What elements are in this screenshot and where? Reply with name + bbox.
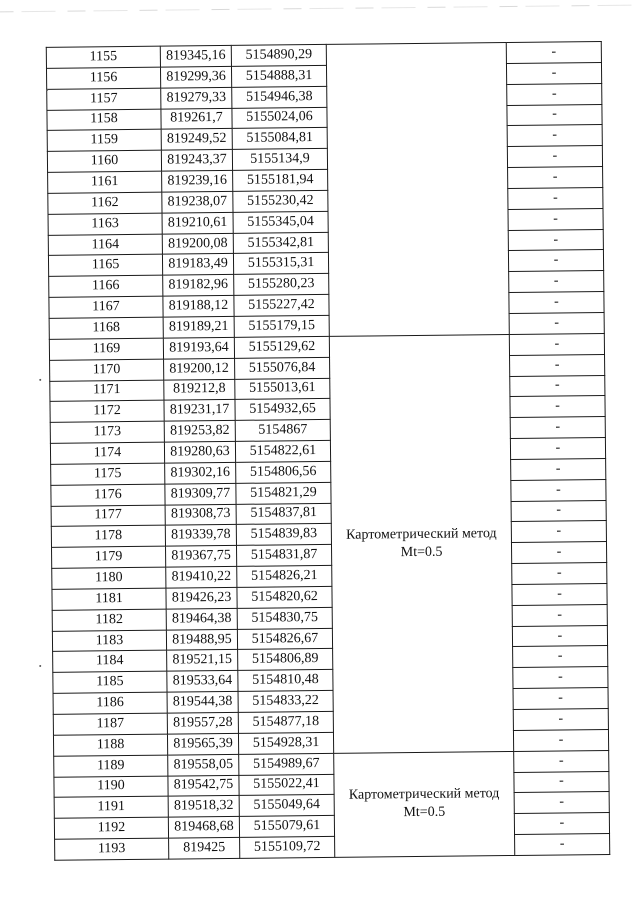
dash-mark-cell: -: [506, 62, 601, 84]
point-number-cell: 1185: [53, 671, 167, 693]
y-coordinate-cell: 5154867: [235, 420, 330, 442]
dash-mark-cell: -: [508, 208, 603, 230]
dash-mark-cell: -: [514, 792, 609, 814]
dash-mark-cell: -: [507, 146, 602, 168]
dash-mark-cell: -: [511, 458, 606, 480]
point-number-cell: 1188: [53, 734, 167, 756]
dash-mark-cell: -: [509, 271, 604, 293]
point-number-cell: 1173: [50, 421, 164, 443]
y-coordinate-cell: 5155024,06: [232, 107, 327, 129]
y-coordinate-cell: 5154890,29: [231, 44, 326, 66]
dash-mark-cell: -: [513, 688, 608, 710]
y-coordinate-cell: 5155076,84: [235, 357, 330, 379]
point-number-cell: 1164: [48, 234, 162, 256]
x-coordinate-cell: 819210,61: [162, 212, 233, 234]
y-coordinate-cell: 5154946,38: [232, 86, 327, 108]
x-coordinate-cell: 819200,08: [162, 233, 233, 255]
y-coordinate-cell: 5154810,48: [238, 670, 333, 692]
point-number-cell: 1190: [54, 776, 168, 798]
y-coordinate-cell: 5155079,61: [239, 816, 334, 838]
x-coordinate-cell: 819183,49: [162, 254, 233, 276]
dash-mark-cell: -: [510, 438, 605, 460]
dash-mark-cell: -: [511, 542, 606, 564]
x-coordinate-cell: 819280,63: [164, 441, 235, 463]
x-coordinate-cell: 819249,52: [161, 129, 232, 151]
x-coordinate-cell: 819521,15: [167, 650, 238, 672]
point-number-cell: 1168: [49, 317, 163, 339]
x-coordinate-cell: 819410,22: [166, 566, 237, 588]
point-number-cell: 1155: [46, 46, 160, 68]
x-coordinate-cell: 819253,82: [164, 421, 235, 443]
method-cell: [329, 334, 513, 753]
x-coordinate-cell: 819426,23: [166, 587, 237, 609]
x-coordinate-cell: 819299,36: [160, 66, 231, 88]
point-number-cell: 1172: [50, 400, 164, 422]
y-coordinate-cell: 5155179,15: [234, 315, 329, 337]
point-number-cell: 1189: [54, 755, 168, 777]
dash-mark-cell: -: [511, 521, 606, 543]
y-coordinate-cell: 5154888,31: [231, 65, 326, 87]
y-coordinate-cell: 5155315,31: [233, 253, 328, 275]
method-accuracy: Mt=0.5: [400, 544, 443, 560]
method-name: [334, 188, 501, 190]
y-coordinate-cell: 5154928,31: [238, 732, 333, 754]
y-coordinate-cell: 5154826,67: [237, 628, 332, 650]
point-number-cell: 1167: [49, 296, 163, 318]
y-coordinate-cell: 5154833,22: [238, 691, 333, 713]
y-coordinate-cell: 5154806,56: [236, 461, 331, 483]
dash-mark-cell: -: [508, 187, 603, 209]
point-number-cell: 1179: [52, 546, 166, 568]
scan-speck: [39, 379, 41, 381]
point-number-cell: 1174: [50, 442, 164, 464]
y-coordinate-cell: 5155342,81: [233, 232, 328, 254]
coordinates-table-body: [46, 42, 609, 861]
y-coordinate-cell: 5154822,61: [235, 440, 330, 462]
point-number-cell: 1191: [54, 796, 168, 818]
y-coordinate-cell: 5154877,18: [238, 711, 333, 733]
dash-mark-cell: -: [512, 583, 607, 605]
dash-mark-cell: -: [507, 125, 602, 147]
point-number-cell: 1183: [52, 630, 166, 652]
scan-edge-artifact: [0, 5, 634, 13]
x-coordinate-cell: 819367,75: [166, 546, 237, 568]
y-coordinate-cell: 5155227,42: [234, 295, 329, 317]
y-coordinate-cell: 5154831,87: [236, 545, 331, 567]
y-coordinate-cell: 5155084,81: [232, 128, 327, 150]
x-coordinate-cell: 819231,17: [164, 400, 235, 422]
y-coordinate-cell: 5154932,65: [235, 399, 330, 421]
scan-speck: [39, 665, 41, 667]
dash-mark-cell: -: [507, 83, 602, 105]
x-coordinate-cell: 819261,7: [161, 108, 232, 130]
point-number-cell: 1157: [47, 88, 161, 110]
dash-mark-cell: -: [513, 646, 608, 668]
dash-mark-cell: -: [511, 479, 606, 501]
point-number-cell: 1160: [47, 150, 161, 172]
x-coordinate-cell: 819464,38: [166, 608, 237, 630]
dash-mark-cell: -: [513, 729, 608, 751]
y-coordinate-cell: 5155022,41: [239, 774, 334, 796]
dash-mark-cell: -: [515, 834, 610, 856]
dash-mark-cell: -: [508, 250, 603, 272]
point-number-cell: 1182: [52, 609, 166, 631]
dash-mark-cell: -: [513, 667, 608, 689]
x-coordinate-cell: 819188,12: [163, 296, 234, 318]
dash-mark-cell: -: [510, 354, 605, 376]
dash-mark-cell: -: [514, 750, 609, 772]
x-coordinate-cell: 819309,77: [165, 483, 236, 505]
dash-mark-cell: -: [511, 500, 606, 522]
x-coordinate-cell: 819533,64: [167, 671, 238, 693]
y-coordinate-cell: 5155230,42: [233, 190, 328, 212]
dash-mark-cell: -: [512, 625, 607, 647]
point-number-cell: 1187: [53, 713, 167, 735]
method-cell: [326, 43, 509, 337]
x-coordinate-cell: 819279,33: [161, 87, 232, 109]
dash-mark-cell: -: [509, 333, 604, 355]
x-coordinate-cell: 819542,75: [168, 775, 239, 797]
point-number-cell: 1158: [47, 109, 161, 131]
point-number-cell: 1161: [48, 171, 162, 193]
method-accuracy: [334, 188, 501, 190]
x-coordinate-cell: 819302,16: [165, 462, 236, 484]
y-coordinate-cell: 5154826,21: [237, 565, 332, 587]
x-coordinate-cell: 819557,28: [167, 712, 238, 734]
dash-mark-cell: -: [509, 312, 604, 334]
x-coordinate-cell: 819565,39: [167, 733, 238, 755]
dash-mark-cell: -: [513, 708, 608, 730]
scan-speck: [46, 89, 48, 91]
method-name: Картометрический метод: [346, 525, 497, 543]
method-accuracy: Mt=0.5: [403, 805, 446, 821]
x-coordinate-cell: 819488,95: [166, 629, 237, 651]
y-coordinate-cell: 5154837,81: [236, 503, 331, 525]
x-coordinate-cell: 819468,68: [168, 817, 239, 839]
y-coordinate-cell: 5155109,72: [240, 836, 335, 858]
point-number-cell: 1171: [50, 380, 164, 402]
point-number-cell: 1162: [48, 192, 162, 214]
dash-mark-cell: -: [508, 229, 603, 251]
method-cell: [334, 751, 515, 857]
x-coordinate-cell: 819558,05: [168, 754, 239, 776]
y-coordinate-cell: 5154820,62: [237, 586, 332, 608]
point-number-cell: 1156: [46, 67, 160, 89]
y-coordinate-cell: 5155345,04: [233, 211, 328, 233]
y-coordinate-cell: 5154830,75: [237, 607, 332, 629]
x-coordinate-cell: 819200,12: [164, 358, 235, 380]
y-coordinate-cell: 5155134,9: [232, 149, 327, 171]
x-coordinate-cell: 819189,21: [163, 316, 234, 338]
y-coordinate-cell: 5154806,89: [238, 649, 333, 671]
x-coordinate-cell: 819243,37: [161, 150, 232, 172]
dash-mark-cell: -: [507, 104, 602, 126]
dash-mark-cell: -: [510, 375, 605, 397]
table-row: [55, 834, 610, 861]
dash-mark-cell: -: [514, 771, 609, 793]
y-coordinate-cell: 5155049,64: [239, 795, 334, 817]
point-number-cell: 1192: [54, 817, 168, 839]
point-number-cell: 1177: [51, 505, 165, 527]
y-coordinate-cell: 5155013,61: [235, 378, 330, 400]
dash-mark-cell: -: [508, 167, 603, 189]
method-name: Картометрический метод: [348, 786, 500, 804]
x-coordinate-cell: 819345,16: [160, 45, 231, 67]
point-number-cell: 1165: [48, 255, 162, 277]
point-number-cell: 1184: [53, 651, 167, 673]
y-coordinate-cell: 5155280,23: [234, 274, 329, 296]
x-coordinate-cell: 819308,73: [165, 504, 236, 526]
point-number-cell: 1178: [51, 526, 165, 548]
point-number-cell: 1163: [48, 213, 162, 235]
dash-mark-cell: -: [510, 396, 605, 418]
dash-mark-cell: -: [512, 604, 607, 626]
x-coordinate-cell: 819239,16: [162, 170, 233, 192]
y-coordinate-cell: 5154989,67: [239, 753, 334, 775]
x-coordinate-cell: 819193,64: [163, 337, 234, 359]
y-coordinate-cell: 5155181,94: [233, 169, 328, 191]
point-number-cell: 1169: [49, 338, 163, 360]
y-coordinate-cell: 5155129,62: [234, 336, 329, 358]
point-number-cell: 1176: [51, 484, 165, 506]
x-coordinate-cell: 819544,38: [167, 692, 238, 714]
y-coordinate-cell: 5154839,83: [236, 524, 331, 546]
point-number-cell: 1166: [49, 275, 163, 297]
x-coordinate-cell: 819518,32: [168, 796, 239, 818]
point-number-cell: 1186: [53, 692, 167, 714]
dash-mark-cell: -: [514, 813, 609, 835]
point-number-cell: 1170: [50, 359, 164, 381]
dash-mark-cell: -: [509, 292, 604, 314]
x-coordinate-cell: 819182,96: [163, 275, 234, 297]
y-coordinate-cell: 5154821,29: [236, 482, 331, 504]
x-coordinate-cell: 819238,07: [162, 191, 233, 213]
point-number-cell: 1175: [51, 463, 165, 485]
coordinates-table: [46, 41, 610, 861]
dash-mark-cell: -: [510, 417, 605, 439]
x-coordinate-cell: 819339,78: [165, 525, 236, 547]
x-coordinate-cell: 819212,8: [164, 379, 235, 401]
point-number-cell: 1181: [52, 588, 166, 610]
x-coordinate-cell: 819425: [169, 837, 240, 859]
point-number-cell: 1193: [55, 838, 169, 860]
point-number-cell: 1180: [52, 567, 166, 589]
point-number-cell: 1159: [47, 130, 161, 152]
dash-mark-cell: -: [506, 42, 601, 64]
dash-mark-cell: -: [512, 563, 607, 585]
